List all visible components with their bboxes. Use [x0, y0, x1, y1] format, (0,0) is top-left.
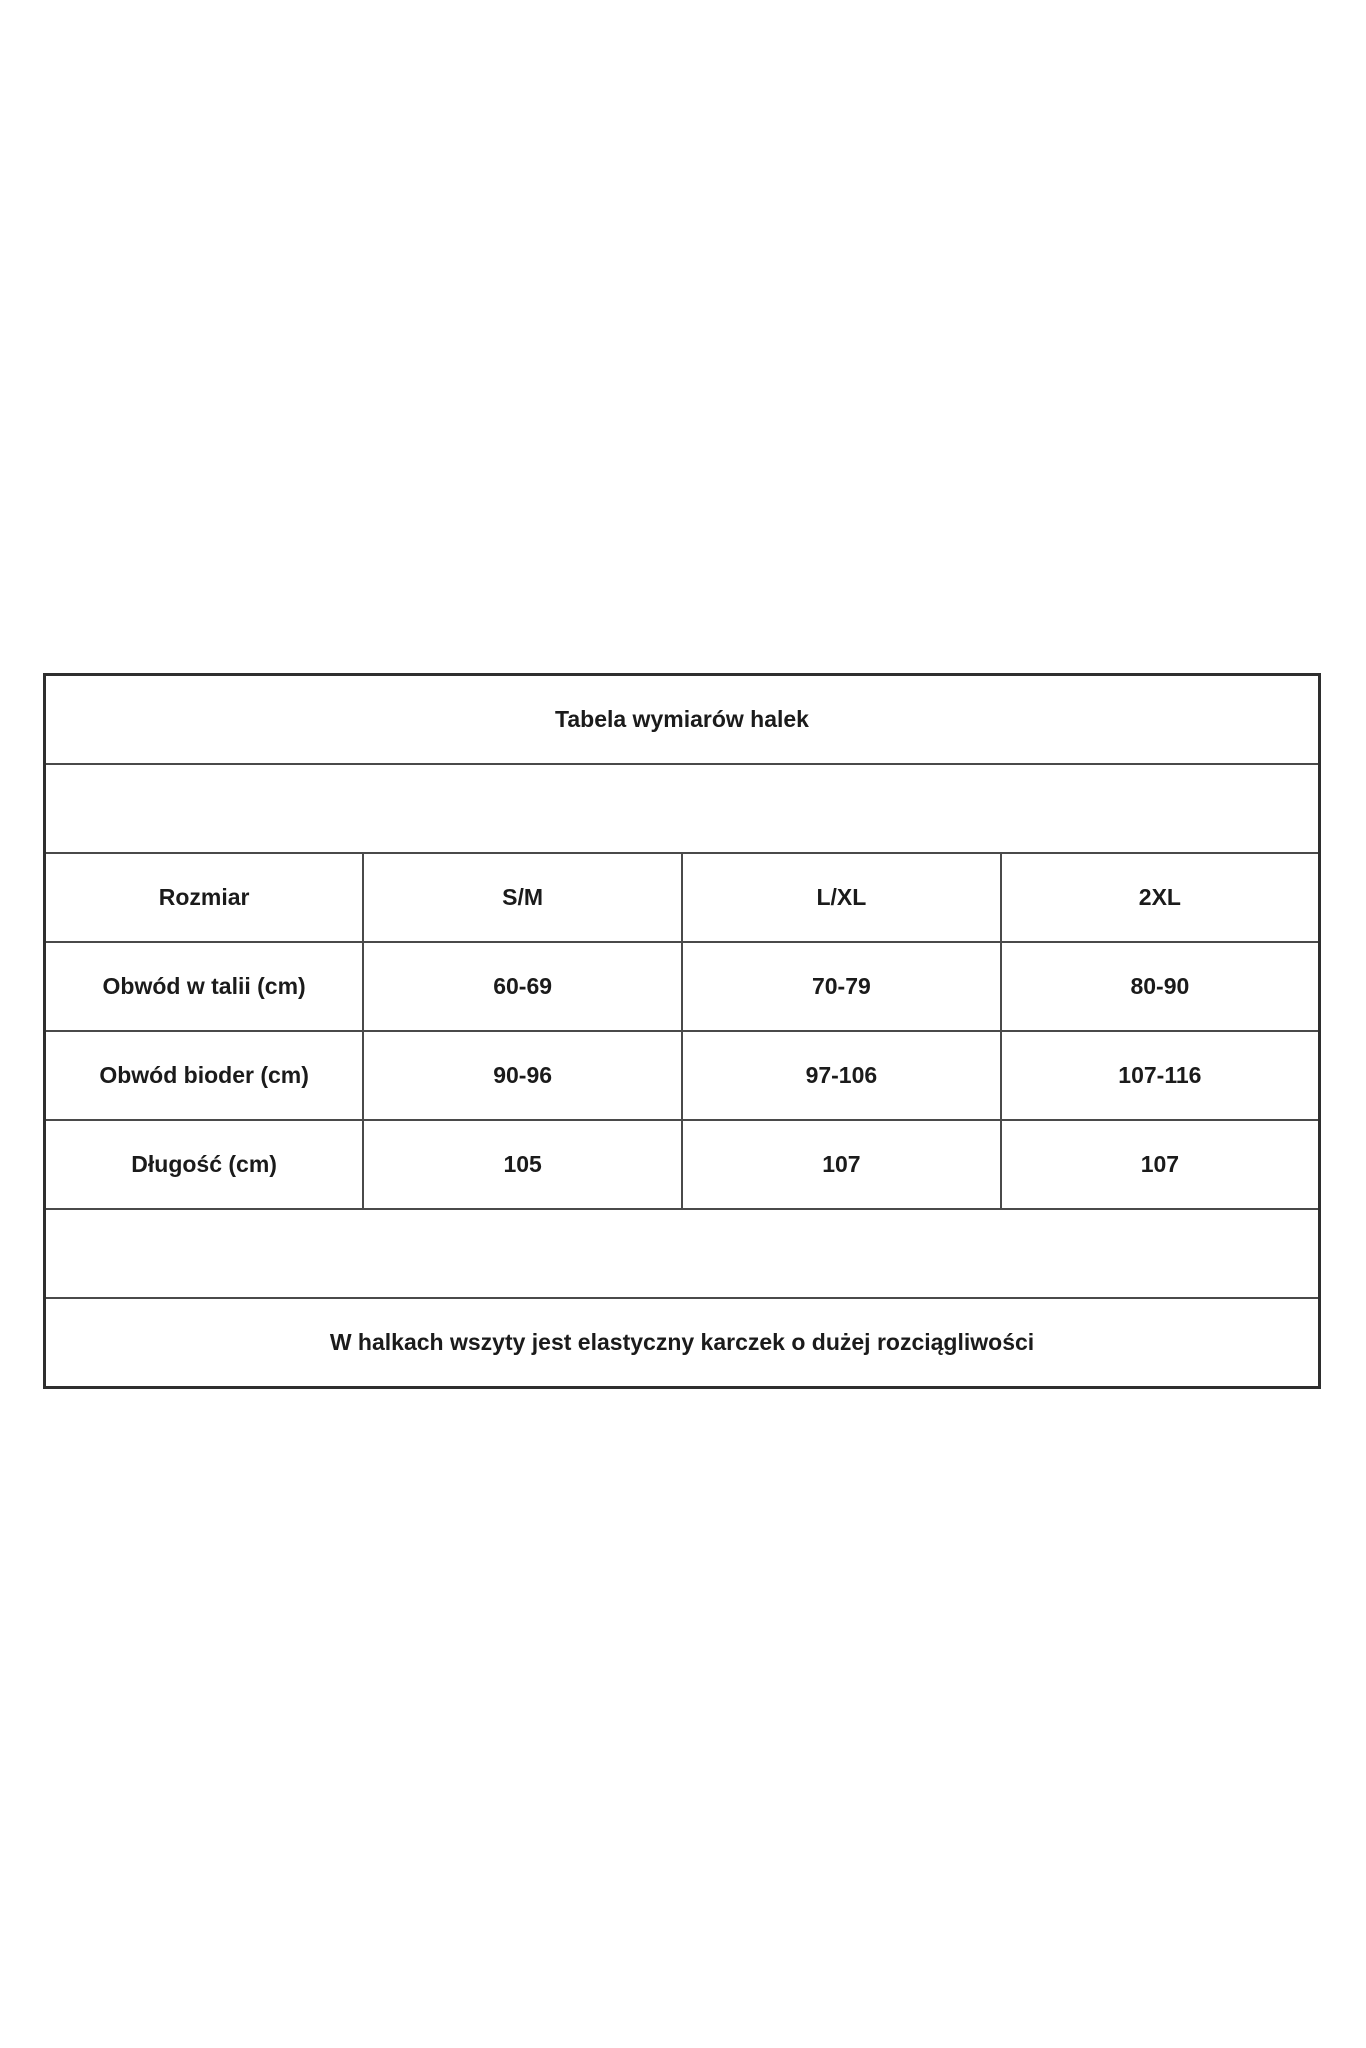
header-cell-lxl: L/XL — [682, 853, 1001, 942]
hips-value-sm: 90-96 — [363, 1031, 682, 1120]
table-row-hips — [45, 1031, 1320, 1120]
spacer-row-top — [45, 764, 1320, 853]
waist-value-2xl: 80-90 — [1001, 942, 1320, 1031]
spacer-row-bottom — [45, 1209, 1320, 1298]
length-value-sm: 105 — [363, 1120, 682, 1209]
size-table — [43, 673, 1321, 1389]
table-row-length — [45, 1120, 1320, 1209]
header-cell-sm: S/M — [363, 853, 682, 942]
hips-value-2xl: 107-116 — [1001, 1031, 1320, 1120]
waist-value-lxl: 70-79 — [682, 942, 1001, 1031]
row-label-hips: Obwód bioder (cm) — [45, 1031, 364, 1120]
table-note-row — [45, 1298, 1320, 1388]
table-header-row — [45, 853, 1320, 942]
header-cell-rozmiar: Rozmiar — [45, 853, 364, 942]
table-row-waist — [45, 942, 1320, 1031]
hips-value-lxl: 97-106 — [682, 1031, 1001, 1120]
size-table-container — [43, 673, 1321, 1389]
row-label-waist: Obwód w talii (cm) — [45, 942, 364, 1031]
table-title-row — [45, 675, 1320, 765]
header-cell-2xl: 2XL — [1001, 853, 1320, 942]
spacer-cell-bottom — [45, 1209, 1320, 1298]
spacer-cell-top — [45, 764, 1320, 853]
length-value-2xl: 107 — [1001, 1120, 1320, 1209]
row-label-length: Długość (cm) — [45, 1120, 364, 1209]
table-title: Tabela wymiarów halek — [45, 675, 1320, 765]
table-note: W halkach wszyty jest elastyczny karczek o dużej rozciągliwości — [45, 1298, 1320, 1388]
waist-value-sm: 60-69 — [363, 942, 682, 1031]
length-value-lxl: 107 — [682, 1120, 1001, 1209]
